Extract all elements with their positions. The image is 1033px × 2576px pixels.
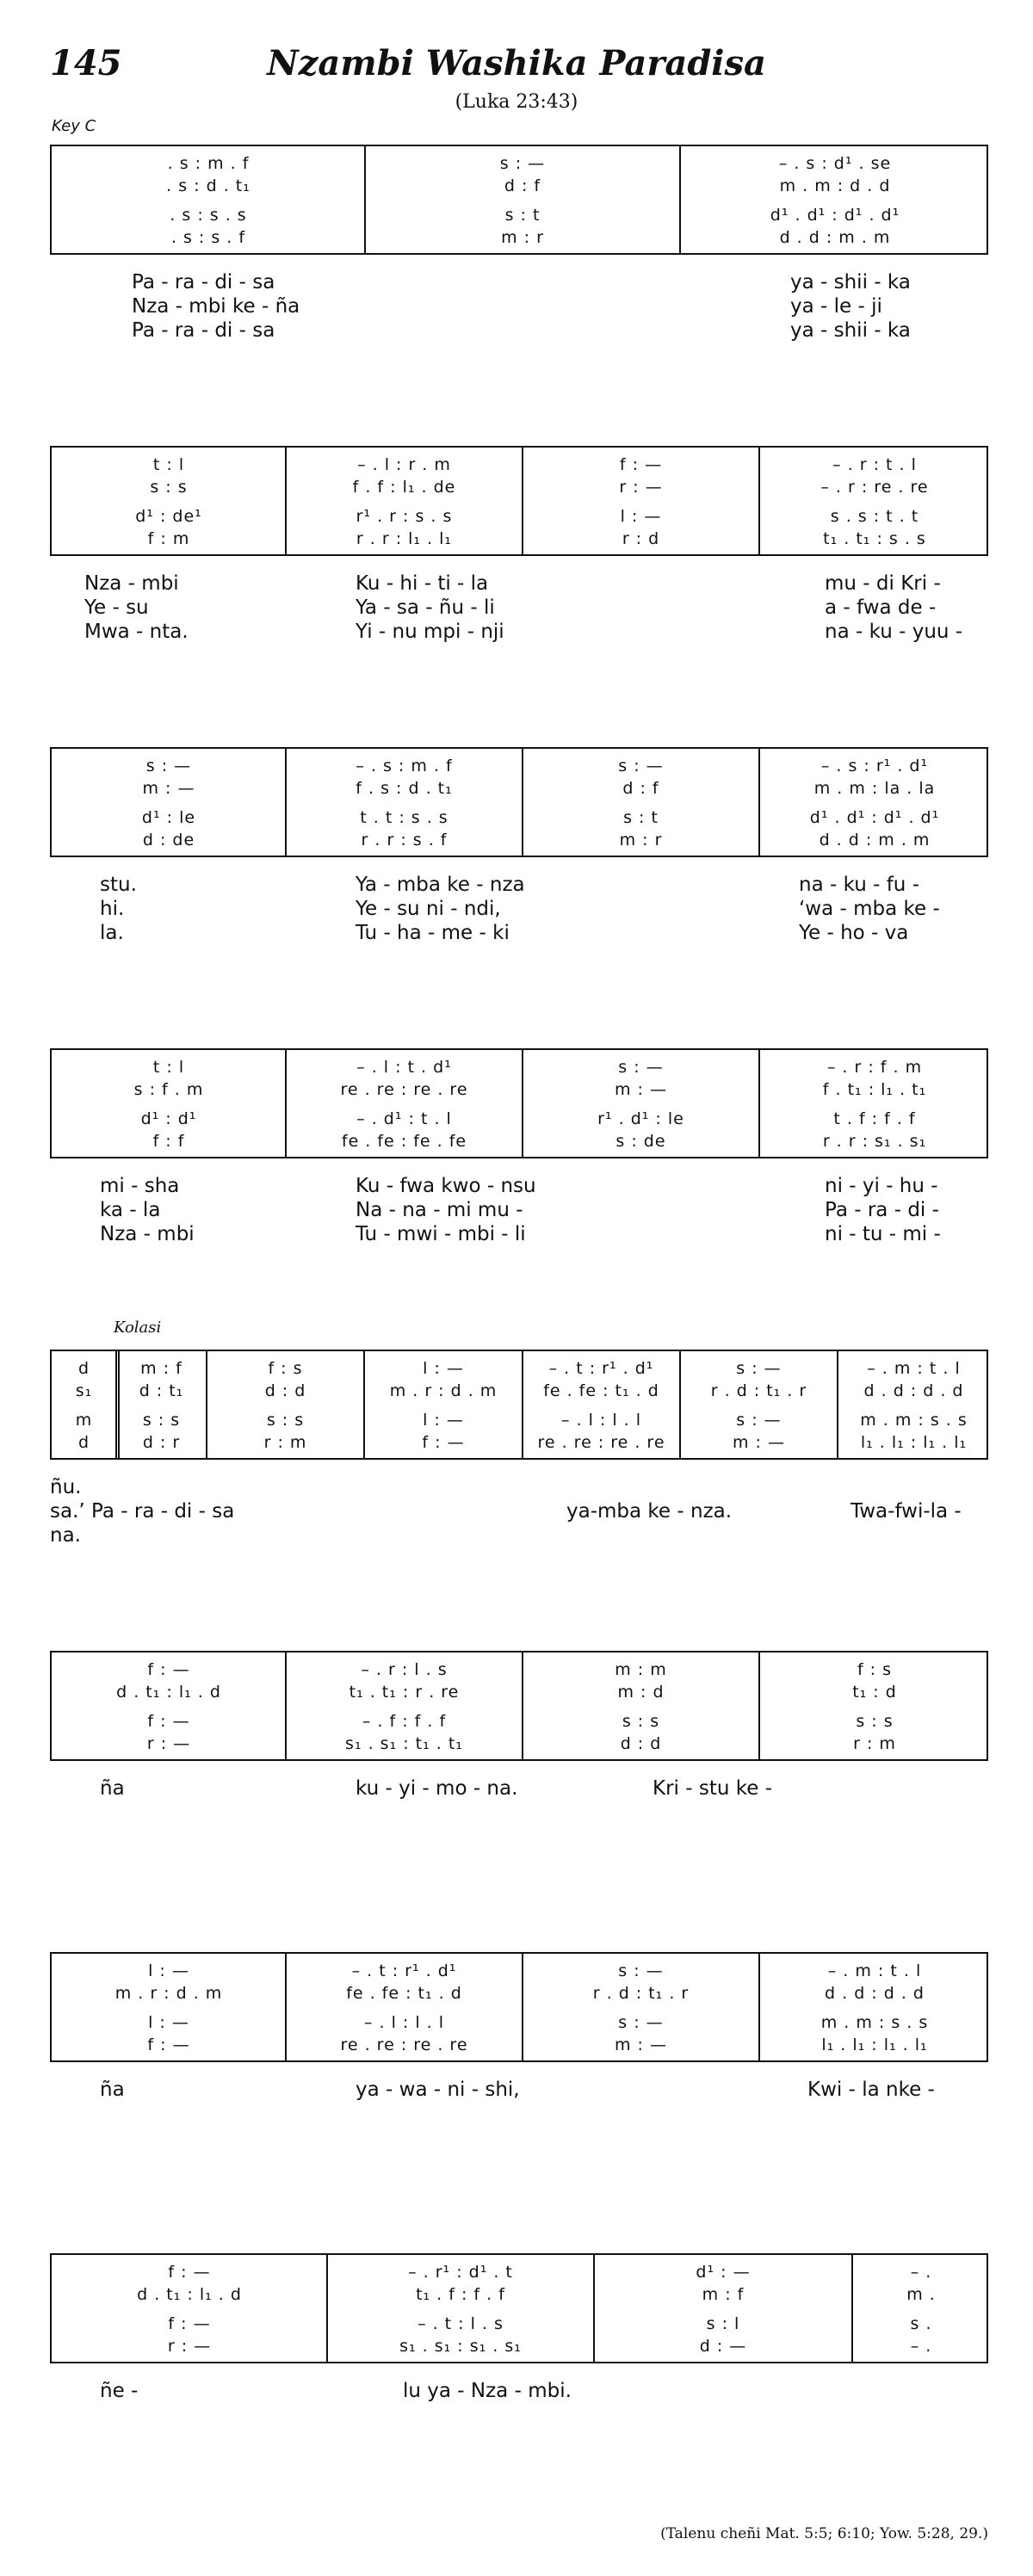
- note-cell: – . l : l . l: [560, 1411, 642, 1430]
- note-cell: m : r: [501, 228, 544, 247]
- lyric-line: [50, 621, 988, 652]
- note-cell: l : —: [423, 1359, 464, 1378]
- note-cell: – . m : t . l: [827, 1961, 922, 1980]
- note-cell: m : —: [615, 2035, 667, 2054]
- note-cell: m . m : s . s: [820, 2013, 929, 2032]
- voice-row: [52, 504, 987, 528]
- note-cell: . s : s . f: [170, 228, 246, 247]
- note-cell: d : f: [504, 176, 541, 195]
- lyric-segment: Tu - ha - me - ki: [356, 922, 510, 944]
- voice-row: [52, 225, 987, 250]
- note-cell: – . m : t . l: [867, 1359, 961, 1378]
- voice-row: [52, 2283, 987, 2307]
- lyric-segment: hi.: [100, 898, 125, 920]
- voice-row: [52, 203, 987, 227]
- lyric-segment: sa.’ Pa - ra - di - sa: [50, 1500, 235, 1523]
- note-cell: s : s: [622, 1712, 660, 1731]
- note-cell: d . t₁ : l₁ . d: [116, 1683, 221, 1702]
- note-cell: m : —: [615, 1080, 667, 1099]
- lyric-segment: Tu - mwi - mbi - li: [356, 1223, 526, 1245]
- lyric-segment: Ye - su: [84, 596, 149, 619]
- note-cell: d: [77, 1433, 90, 1452]
- voice-row: [52, 1959, 987, 1983]
- note-cell: t . t : s . s: [360, 808, 448, 827]
- lyric-segment: ñe -: [100, 2380, 139, 2402]
- note-cell: s₁ . s₁ : t₁ . t₁: [345, 1734, 463, 1753]
- lyric-segment: ya - shii - ka: [790, 271, 911, 293]
- note-cell: m: [75, 1411, 93, 1430]
- note-cell: t₁ : d: [852, 1683, 897, 1702]
- lyric-line: [50, 319, 988, 350]
- note-cell: . s : d . t₁: [166, 176, 251, 195]
- note-cell: m : d: [617, 1683, 665, 1702]
- voice-row: [52, 1658, 987, 1682]
- note-cell: . s : m . f: [167, 154, 250, 173]
- note-cell: m . m : la . la: [813, 779, 936, 798]
- lyric-segment: Mwa - nta.: [84, 621, 189, 643]
- score-system: [50, 1952, 988, 2062]
- voice-row: [52, 527, 987, 551]
- note-cell: s : s: [142, 1411, 181, 1430]
- lyric-segment: ya - shii - ka: [790, 319, 911, 342]
- note-cell: r : —: [167, 2337, 212, 2356]
- voice-row: [52, 453, 987, 477]
- note-cell: l : —: [620, 507, 662, 526]
- lyric-segment: mi - sha: [100, 1175, 180, 1197]
- note-cell: f : m: [147, 529, 190, 548]
- note-cell: f . t₁ : l₁ . t₁: [822, 1080, 927, 1099]
- note-cell: s .: [910, 2314, 932, 2333]
- note-cell: s : s: [150, 478, 188, 497]
- lyric-segment: ka - la: [100, 1199, 161, 1221]
- note-cell: m : —: [142, 779, 195, 798]
- note-cell: – . t : r¹ . d¹: [548, 1359, 654, 1378]
- note-cell: m . r : d . m: [389, 1381, 498, 1400]
- voice-row: [52, 1356, 987, 1381]
- lyric-segment: ya - le - ji: [790, 295, 882, 318]
- note-cell: – .: [910, 2337, 932, 2356]
- note-cell: d¹ : le: [141, 808, 196, 827]
- note-cell: r¹ . d¹ : le: [597, 1109, 684, 1128]
- voice-row: [52, 2260, 987, 2284]
- note-cell: f : s: [857, 1660, 893, 1679]
- note-cell: f : s: [268, 1359, 303, 1378]
- note-cell: fe . fe : fe . fe: [341, 1132, 467, 1151]
- note-cell: d . d : m . m: [779, 228, 891, 247]
- note-cell: m . m : d . d: [779, 176, 891, 195]
- note-cell: s . s : t . t: [830, 507, 919, 526]
- note-cell: s : t: [623, 808, 659, 827]
- lyric-segment: Twa-fwi-la -: [851, 1500, 962, 1523]
- lyric-line: [50, 2079, 988, 2110]
- hymn-number: 145: [50, 43, 122, 83]
- note-cell: s : f . m: [133, 1080, 204, 1099]
- voice-row: [52, 151, 987, 176]
- note-cell: m : m: [615, 1660, 667, 1679]
- chorus-label: Kolasi: [114, 1319, 162, 1337]
- note-cell: re . re : re . re: [340, 1080, 468, 1099]
- note-cell: d : de: [142, 831, 195, 849]
- note-cell: d¹ . d¹ : d¹ . d¹: [770, 206, 900, 225]
- note-cell: s₁: [75, 1381, 93, 1400]
- note-cell: t : l: [152, 1058, 185, 1077]
- lyric-segment: Ya - mba ke - nza: [356, 874, 525, 896]
- note-cell: d : —: [699, 2337, 747, 2356]
- note-cell: f . f : l₁ . de: [352, 478, 456, 497]
- note-cell: f : —: [147, 2035, 190, 2054]
- note-cell: s : —: [145, 757, 192, 775]
- note-cell: fe . fe : t₁ . d: [543, 1381, 659, 1400]
- lyric-segment: ‘wa - mba ke -: [799, 898, 940, 920]
- note-cell: – . r : l . s: [361, 1660, 448, 1679]
- note-cell: d¹ : —: [696, 2263, 751, 2282]
- note-cell: m . m : s . s: [860, 1411, 968, 1430]
- score-system: [50, 1350, 988, 1460]
- lyric-segment: Nza - mbi ke - ña: [132, 295, 300, 318]
- voice-row: [52, 1408, 987, 1432]
- voice-row: [52, 1078, 987, 1102]
- note-cell: d¹ . d¹ : d¹ . d¹: [809, 808, 940, 827]
- note-cell: m . r : d . m: [114, 1984, 223, 2003]
- note-cell: – . s : d¹ . se: [778, 154, 892, 173]
- note-cell: s : —: [618, 2013, 664, 2032]
- note-cell: d¹ : de¹: [135, 507, 202, 526]
- note-cell: r . d : t₁ . r: [710, 1381, 807, 1400]
- lyric-segment: na.: [50, 1524, 81, 1547]
- note-cell: t₁ . f : f . f: [416, 2285, 505, 2304]
- lyric-segment: Kwi - la nke -: [807, 2079, 935, 2101]
- note-cell: – . d¹ : t . l: [356, 1109, 452, 1128]
- note-cell: – .: [910, 2263, 932, 2282]
- note-cell: . s : s . s: [170, 206, 247, 225]
- note-cell: s : —: [736, 1359, 782, 1378]
- note-cell: t : l: [152, 455, 185, 474]
- score-system: [50, 1651, 988, 1761]
- note-cell: re . re : re . re: [537, 1433, 665, 1452]
- lyric-line: [50, 1777, 988, 1808]
- note-cell: m : —: [733, 1433, 785, 1452]
- lyric-line: [50, 922, 988, 953]
- note-cell: s : s: [266, 1411, 305, 1430]
- note-cell: r : d: [622, 529, 660, 548]
- voice-row: [52, 1055, 987, 1079]
- voice-row: [52, 754, 987, 778]
- note-cell: r : —: [146, 1734, 191, 1753]
- note-cell: s : —: [618, 1961, 664, 1980]
- lyric-segment: Ye - su ni - ndi,: [356, 898, 501, 920]
- lyric-segment: Kri - stu ke -: [653, 1777, 772, 1800]
- note-cell: s : —: [499, 154, 546, 173]
- lyric-segment: Nza - mbi: [84, 572, 179, 595]
- footnote: (Talenu cheñi Mat. 5:5; 6:10; Yow. 5:28, 29.): [660, 2525, 988, 2542]
- note-cell: r : m: [263, 1433, 307, 1452]
- note-cell: f : —: [422, 1433, 465, 1452]
- note-cell: f : —: [147, 1712, 190, 1731]
- note-cell: r . d : t₁ . r: [592, 1984, 690, 2003]
- lyric-segment: ni - tu - mi -: [825, 1223, 941, 1245]
- voice-row: [52, 174, 987, 198]
- note-cell: l : —: [148, 1961, 189, 1980]
- lyric-segment: ya - wa - ni - shi,: [356, 2079, 520, 2101]
- note-cell: d: [77, 1359, 90, 1378]
- note-cell: – . l : r . m: [357, 455, 451, 474]
- voice-row: [52, 2011, 987, 2035]
- voice-row: [52, 2334, 987, 2358]
- lyric-segment: ku - yi - mo - na.: [356, 1777, 518, 1800]
- lyric-segment: Pa - ra - di - sa: [132, 319, 275, 342]
- note-cell: re . re : re . re: [340, 2035, 468, 2054]
- note-cell: – . t : r¹ . d¹: [351, 1961, 457, 1980]
- score-system: [50, 747, 988, 857]
- voice-row: [52, 1680, 987, 1704]
- note-cell: m : f: [140, 1359, 182, 1378]
- note-cell: d : d: [620, 1734, 662, 1753]
- lyric-segment: Na - na - mi mu -: [356, 1199, 523, 1221]
- note-cell: t₁ . t₁ : s . s: [823, 529, 926, 548]
- note-cell: d : d: [264, 1381, 306, 1400]
- voice-row: [52, 2033, 987, 2057]
- voice-row: [52, 776, 987, 800]
- note-cell: m : f: [702, 2285, 745, 2304]
- note-cell: d . d : m . m: [819, 831, 931, 849]
- voice-row: [52, 1732, 987, 1756]
- note-cell: s : t: [504, 206, 541, 225]
- scripture-reference: (Luka 23:43): [455, 91, 578, 113]
- note-cell: r : —: [619, 478, 663, 497]
- lyric-segment: Ya - sa - ñu - li: [356, 596, 495, 619]
- note-cell: s : l: [706, 2314, 740, 2333]
- note-cell: d . t₁ : l₁ . d: [137, 2285, 242, 2304]
- lyric-line: [50, 2380, 988, 2411]
- note-cell: d : r: [142, 1433, 181, 1452]
- note-cell: l₁ . l₁ : l₁ . l₁: [860, 1433, 968, 1452]
- note-cell: s : —: [618, 1058, 664, 1077]
- note-cell: – . t : l . s: [418, 2314, 504, 2333]
- note-cell: f : —: [147, 1660, 190, 1679]
- lyric-segment: Nza - mbi: [100, 1223, 195, 1245]
- note-cell: – . f : f . f: [362, 1712, 447, 1731]
- note-cell: d . d : d . d: [863, 1381, 964, 1400]
- note-cell: – . r : re . re: [820, 478, 929, 497]
- note-cell: d : f: [622, 779, 659, 798]
- note-cell: r . r : s . f: [361, 831, 448, 849]
- note-cell: – . r : f . m: [826, 1058, 923, 1077]
- lyric-segment: Yi - nu mpi - nji: [356, 621, 504, 643]
- score-system: [50, 446, 988, 556]
- voice-row: [52, 1379, 987, 1403]
- voice-row: [52, 1430, 987, 1455]
- note-cell: f : —: [619, 455, 663, 474]
- note-cell: – . r : t . l: [832, 455, 917, 474]
- voice-row: [52, 2312, 987, 2336]
- voice-row: [52, 828, 987, 852]
- note-cell: d . d : d . d: [825, 1984, 925, 2003]
- note-cell: t₁ . t₁ : r . re: [349, 1683, 460, 1702]
- note-cell: d¹ : d¹: [140, 1109, 197, 1128]
- lyric-segment: ñu.: [50, 1476, 82, 1498]
- note-cell: m : r: [619, 831, 663, 849]
- note-cell: r . r : l₁ . l₁: [356, 529, 453, 548]
- note-cell: s : de: [615, 1132, 666, 1151]
- voice-row: [52, 1709, 987, 1733]
- note-cell: m .: [906, 2285, 936, 2304]
- voice-row: [52, 806, 987, 830]
- lyric-segment: Pa - ra - di -: [825, 1199, 939, 1221]
- score-system: [50, 2253, 988, 2363]
- note-cell: s₁ . s₁ : s₁ . s₁: [399, 2337, 522, 2356]
- lyric-segment: stu.: [100, 874, 137, 896]
- lyric-segment: Ku - fwa kwo - nsu: [356, 1175, 536, 1197]
- voice-row: [52, 1129, 987, 1153]
- lyric-segment: Pa - ra - di - sa: [132, 271, 275, 293]
- lyric-segment: Ye - ho - va: [799, 922, 909, 944]
- hymn-title: Nzambi Washika Paradisa: [267, 43, 766, 83]
- note-cell: f : —: [168, 2314, 211, 2333]
- lyric-segment: Ku - hi - ti - la: [356, 572, 489, 595]
- voice-row: [52, 1107, 987, 1131]
- note-cell: r¹ . r : s . s: [356, 507, 453, 526]
- lyric-line: [50, 1223, 988, 1254]
- note-cell: – . s : m . f: [356, 757, 453, 775]
- lyric-segment: na - ku - fu -: [799, 874, 919, 896]
- note-cell: fe . fe : t₁ . d: [346, 1984, 462, 2003]
- note-cell: – . r¹ : d¹ . t: [408, 2263, 513, 2282]
- note-cell: l : —: [148, 2013, 189, 2032]
- note-cell: s : —: [736, 1411, 782, 1430]
- score-system: [50, 145, 988, 255]
- note-cell: t . f : f . f: [833, 1109, 916, 1128]
- lyric-segment: ni - yi - hu -: [825, 1175, 938, 1197]
- note-cell: f . s : d . t₁: [356, 779, 453, 798]
- lyric-segment: mu - di Kri -: [825, 572, 941, 595]
- lyric-segment: lu ya - Nza - mbi.: [403, 2380, 572, 2402]
- note-cell: l : —: [423, 1411, 464, 1430]
- note-cell: f : f: [152, 1132, 185, 1151]
- lyric-segment: ya-mba ke - nza.: [566, 1500, 733, 1523]
- note-cell: s : —: [618, 757, 664, 775]
- lyric-line: [50, 1524, 988, 1555]
- score-system: [50, 1048, 988, 1158]
- lyric-segment: la.: [100, 922, 124, 944]
- voice-row: [52, 1981, 987, 2005]
- voice-row: [52, 475, 987, 499]
- lyric-segment: ña: [100, 2079, 125, 2101]
- lyric-segment: na - ku - yuu -: [825, 621, 963, 643]
- note-cell: – . s : r¹ . d¹: [820, 757, 929, 775]
- note-cell: s : s: [856, 1712, 894, 1731]
- lyric-segment: a - fwa de -: [825, 596, 937, 619]
- note-cell: d : t₁: [139, 1381, 184, 1400]
- note-cell: – . l : l . l: [363, 2013, 445, 2032]
- note-cell: f : —: [168, 2263, 211, 2282]
- note-cell: l₁ . l₁ : l₁ . l₁: [821, 2035, 928, 2054]
- key-signature: Key C: [52, 117, 96, 135]
- note-cell: r : m: [853, 1734, 896, 1753]
- note-cell: – . l : t . d¹: [356, 1058, 452, 1077]
- note-cell: r . r : s₁ . s₁: [822, 1132, 927, 1151]
- lyric-segment: ña: [100, 1777, 125, 1800]
